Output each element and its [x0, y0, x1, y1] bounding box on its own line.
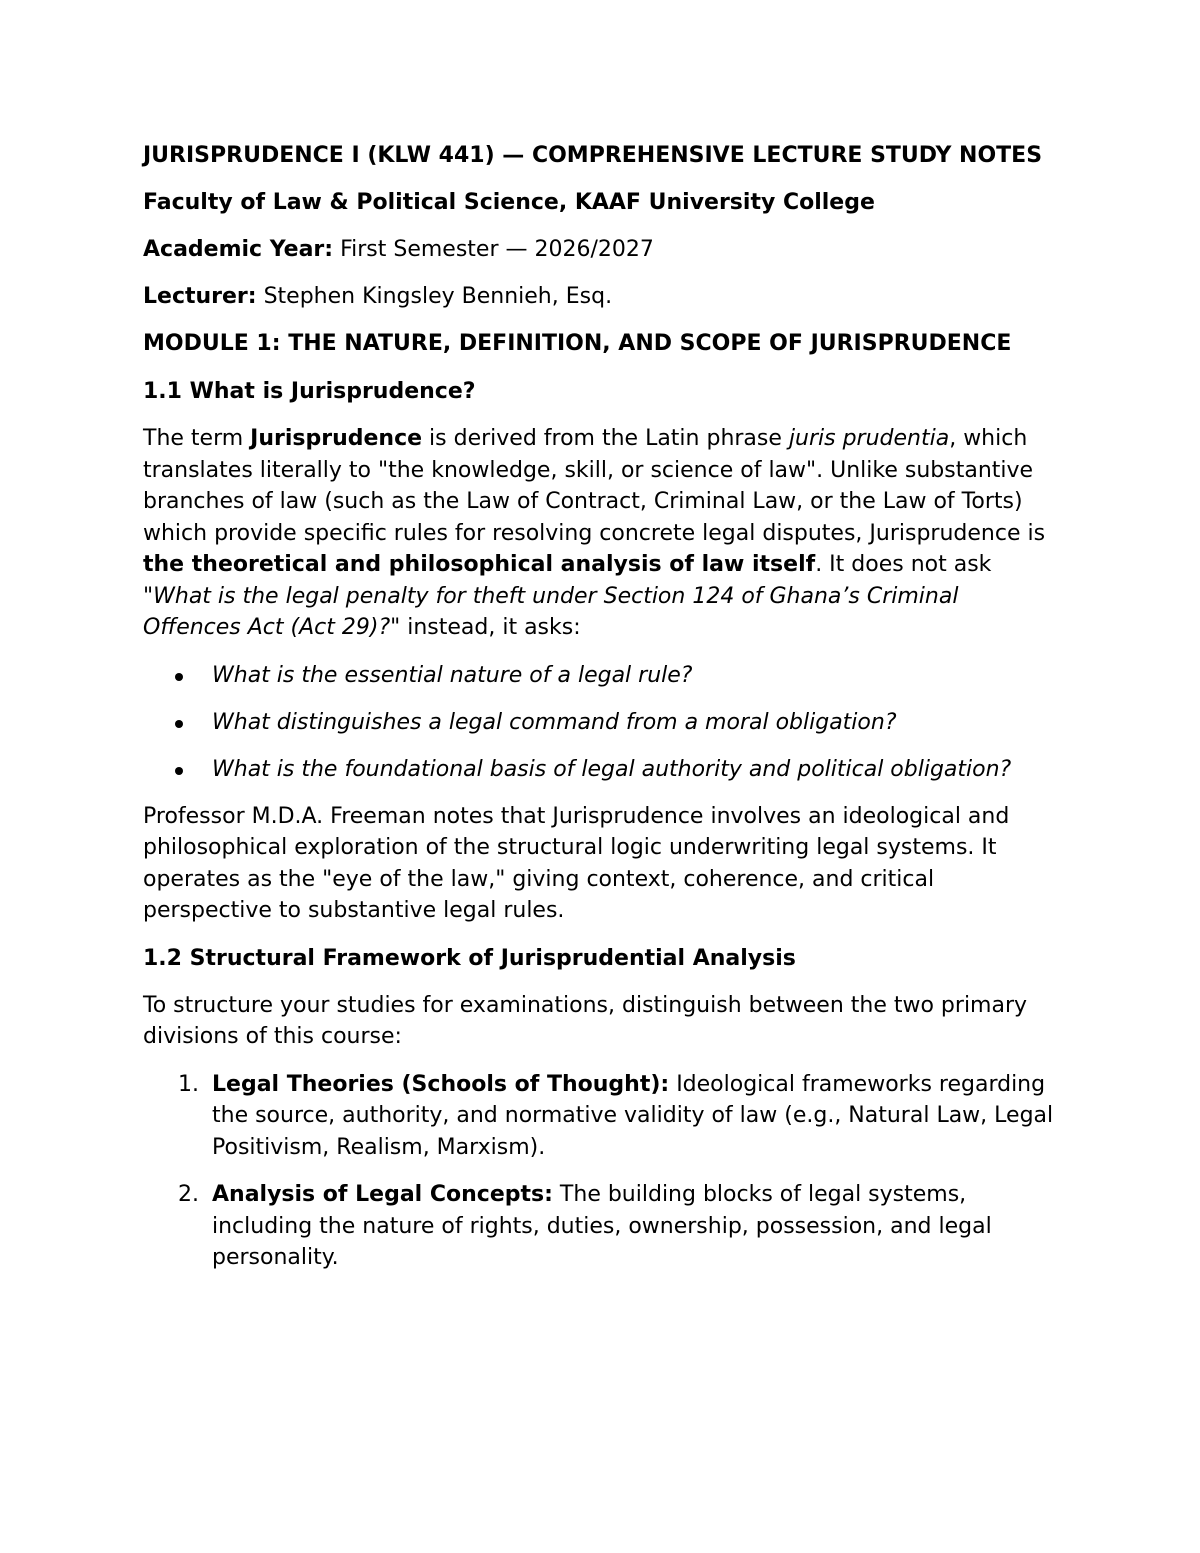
list-item-text: What distinguishes a legal command from a moral obligation? — [212, 709, 897, 735]
text-run: . It does not ask " — [143, 552, 992, 609]
list-item — [143, 660, 1058, 691]
term-jurisprudence: Jurisprudence — [250, 426, 423, 451]
lecturer-line — [143, 281, 1058, 312]
bullet-icon — [175, 673, 183, 681]
academic-year-line — [143, 234, 1058, 265]
example-question: What is the legal penalty for theft under Section 124 of Ghana’s Criminal Offences Act (Act 29)? — [143, 583, 959, 640]
list-item-label: Legal Theories (Schools of Thought): — [212, 1071, 670, 1097]
list-number: 1. — [178, 1071, 199, 1097]
emphasis-definition: the theoretical and philosophical analysis of law itself — [143, 552, 816, 577]
document-title: JURISPRUDENCE I (KLW 441) — COMPREHENSIVE LECTURE STUDY NOTES — [143, 143, 1043, 168]
list-item-text: The building blocks of legal systems, including the nature of rights, duties, ownership, possession, and legal personality. — [212, 1182, 992, 1270]
list-item-text: What is the foundational basis of legal authority and political obligation? — [212, 756, 1012, 782]
lecturer-label: Lecturer: — [143, 284, 257, 309]
list-item — [143, 1069, 1058, 1164]
list-item — [143, 1179, 1058, 1274]
freeman-paragraph: Professor M.D.A. Freeman notes that Jurisprudence involves an ideological and philosophical exploration of the structural logic underwriting legal systems. It operates as the "eye of the law," giving context, coherence, and critical perspective to substantive legal rules. — [143, 803, 1010, 923]
text-run: " instead, it asks: — [390, 615, 581, 640]
definition-paragraph — [143, 423, 1058, 644]
section-heading-1-1: 1.1 What is Jurisprudence? — [143, 379, 476, 404]
document-body — [143, 140, 1058, 1290]
text-run: The term — [143, 426, 251, 451]
module-heading: MODULE 1: THE NATURE, DEFINITION, AND SCOPE OF JURISPRUDENCE — [143, 331, 1012, 356]
faculty-line: Faculty of Law & Political Science, KAAF University College — [143, 190, 875, 215]
academic-year-value: First Semester — 2026/2027 — [333, 237, 654, 262]
list-item-label: Analysis of Legal Concepts: — [212, 1182, 553, 1207]
section-heading-1-2: 1.2 Structural Framework of Jurisprudential Analysis — [143, 945, 796, 971]
academic-year-label: Academic Year: — [143, 237, 334, 262]
framework-intro: To structure your studies for examinations, distinguish between the two primary divisions of this course: — [143, 992, 1028, 1049]
latin-phrase: juris prudentia — [788, 426, 950, 451]
divisions-list — [143, 1069, 1058, 1274]
list-item-text: What is the essential nature of a legal rule? — [212, 662, 693, 688]
bullet-icon — [175, 767, 183, 775]
questions-list — [143, 660, 1058, 785]
bullet-icon — [175, 720, 183, 728]
list-item — [143, 707, 1058, 738]
lecturer-value: Stephen Kingsley Bennieh, Esq. — [256, 284, 613, 309]
text-run: , which translates literally to "the knowledge, skill, or science of law". Unlike substantive branches of law (such as the Law of Contract, Criminal Law, or the Law of Torts) which provide specific rules for resolving concrete legal disputes, Jurisprudence is — [143, 426, 1046, 546]
list-item — [143, 754, 1058, 785]
list-item-text: Ideological frameworks regarding the source, authority, and normative validity of law (e.g., Natural Law, Legal Positivism, Realism, Marxism). — [212, 1071, 1054, 1160]
list-number: 2. — [178, 1182, 199, 1207]
text-run: is derived from the Latin phrase — [422, 426, 789, 451]
